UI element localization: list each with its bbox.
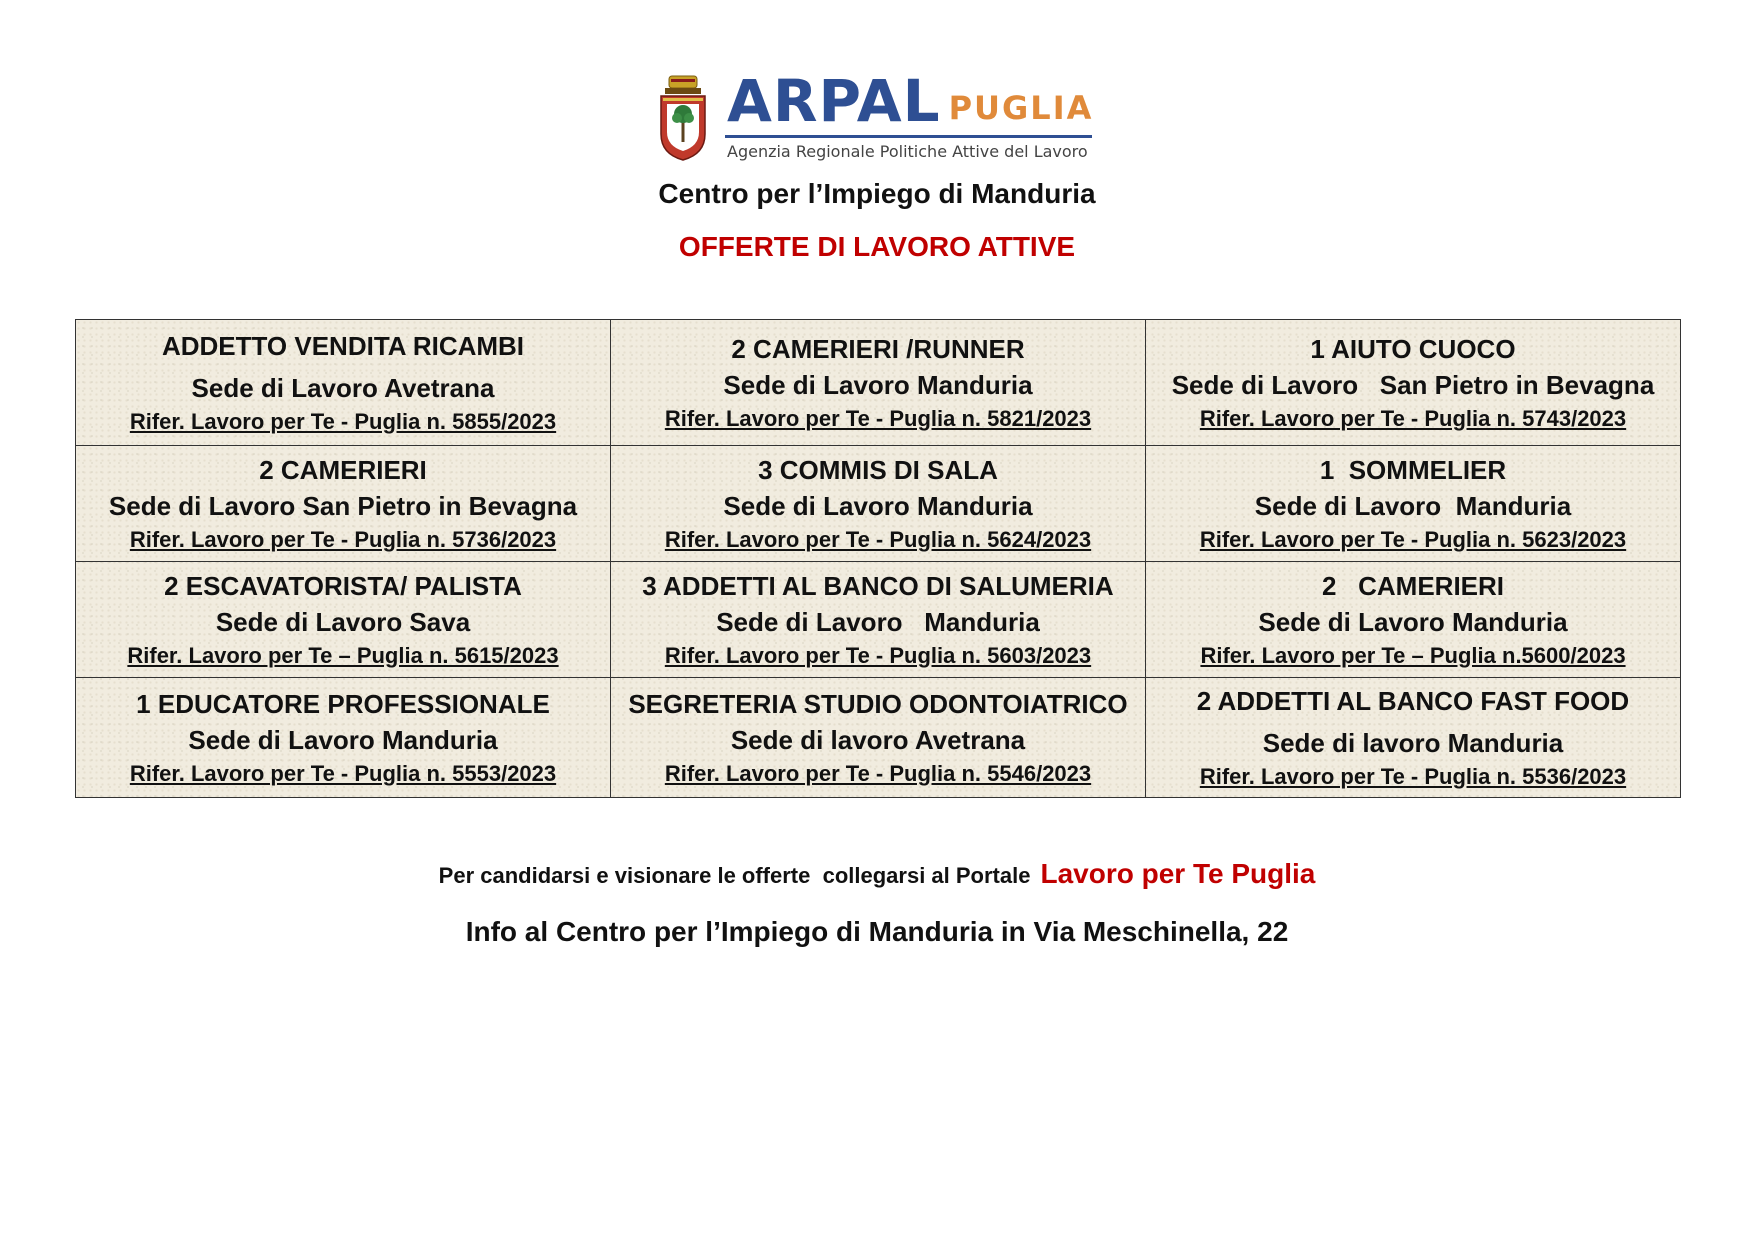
offer-role: 3 COMMIS DI SALA	[758, 454, 998, 485]
offer-cell	[611, 320, 1146, 446]
offer-cell	[76, 320, 611, 446]
offer-reference: Rifer. Lavoro per Te - Puglia n. 5743/2023	[1199, 405, 1627, 431]
table-row	[76, 446, 1681, 562]
regione-puglia-crest-icon	[655, 74, 711, 162]
offer-reference: Rifer. Lavoro per Te - Puglia n. 5536/2023	[1199, 763, 1627, 789]
table-row	[76, 320, 1681, 446]
offer-cell	[1146, 678, 1681, 798]
brand-tagline: Agenzia Regionale Politiche Attive del Lavoro	[727, 142, 1088, 161]
offer-role: ADDETTO VENDITA RICAMBI	[161, 330, 525, 361]
offer-role: 1 SOMMELIER	[1319, 454, 1507, 485]
page-headline: OFFERTE DI LAVORO ATTIVE	[678, 231, 1076, 262]
offer-site: Sede di Lavoro Manduria	[716, 606, 1040, 637]
portal-link[interactable]: Lavoro per Te Puglia	[1040, 858, 1316, 889]
offer-reference: Rifer. Lavoro per Te - Puglia n. 5855/2023	[129, 408, 557, 434]
offer-cell	[76, 562, 611, 678]
offer-role: 2 ADDETTI AL BANCO FAST FOOD	[1196, 685, 1630, 716]
offer-cell	[611, 562, 1146, 678]
offer-role: 1 AIUTO CUOCO	[1310, 333, 1516, 364]
offer-site: Sede di Lavoro Avetrana	[191, 372, 495, 403]
apply-text: Per candidarsi e visionare le offerte collegarsi al Portale	[438, 863, 1031, 888]
offer-cell	[611, 678, 1146, 798]
offer-site: Sede di lavoro Manduria	[1262, 727, 1564, 758]
table-row	[76, 562, 1681, 678]
offers-table	[75, 319, 1681, 798]
offer-site: Sede di Lavoro San Pietro in Bevagna	[1171, 369, 1655, 400]
apply-instructions	[0, 858, 1754, 890]
offer-cell	[611, 446, 1146, 562]
offer-reference: Rifer. Lavoro per Te - Puglia n. 5603/2023	[664, 642, 1092, 668]
offer-site: Sede di Lavoro Manduria	[723, 490, 1033, 521]
offer-reference: Rifer. Lavoro per Te - Puglia n. 5553/2023	[129, 760, 557, 786]
brand-wordmark	[727, 67, 1094, 135]
offer-reference: Rifer. Lavoro per Te – Puglia n.5600/2023	[1200, 642, 1626, 668]
brand-sub: PUGLIA	[948, 89, 1094, 127]
brand-main: ARPAL	[727, 67, 941, 135]
offer-role: 2 CAMERIERI	[1321, 570, 1505, 601]
offer-cell	[1146, 320, 1681, 446]
offer-site: Sede di Lavoro San Pietro in Bevagna	[108, 490, 578, 521]
offer-role: SEGRETERIA STUDIO ODONTOIATRICO	[628, 688, 1128, 719]
offer-site: Sede di Lavoro Sava	[215, 606, 471, 637]
offer-reference: Rifer. Lavoro per Te - Puglia n. 5623/2023	[1199, 526, 1627, 552]
offer-site: Sede di Lavoro Manduria	[723, 369, 1033, 400]
offer-role: 2 ESCAVATORISTA/ PALISTA	[164, 570, 522, 601]
offer-role: 3 ADDETTI AL BANCO DI SALUMERIA	[642, 570, 1114, 601]
offer-site: Sede di Lavoro Manduria	[1258, 606, 1568, 637]
offer-role: 2 CAMERIERI /RUNNER	[731, 333, 1025, 364]
offer-cell	[1146, 562, 1681, 678]
offer-cell	[76, 446, 611, 562]
arpal-logo	[655, 67, 1095, 170]
offer-cell	[76, 678, 611, 798]
offer-cell	[1146, 446, 1681, 562]
office-info: Info al Centro per l’Impiego di Manduria in Via Meschinella, 22	[465, 916, 1289, 947]
offer-reference: Rifer. Lavoro per Te - Puglia n. 5821/2023	[664, 405, 1092, 431]
offer-reference: Rifer. Lavoro per Te - Puglia n. 5624/2023	[664, 526, 1092, 552]
offer-reference: Rifer. Lavoro per Te – Puglia n. 5615/2023	[127, 642, 559, 668]
offer-reference: Rifer. Lavoro per Te - Puglia n. 5546/2023	[664, 760, 1092, 786]
offer-role: 1 EDUCATORE PROFESSIONALE	[136, 688, 550, 719]
offer-site: Sede di lavoro Avetrana	[730, 724, 1026, 755]
brand-divider	[725, 135, 1092, 138]
offer-reference: Rifer. Lavoro per Te - Puglia n. 5736/2023	[129, 526, 557, 552]
office-title: Centro per l’Impiego di Manduria	[658, 178, 1096, 209]
table-row	[76, 678, 1681, 798]
offer-site: Sede di Lavoro Manduria	[1254, 490, 1572, 521]
offer-site: Sede di Lavoro Manduria	[188, 724, 498, 755]
offer-role: 2 CAMERIERI	[259, 454, 427, 485]
